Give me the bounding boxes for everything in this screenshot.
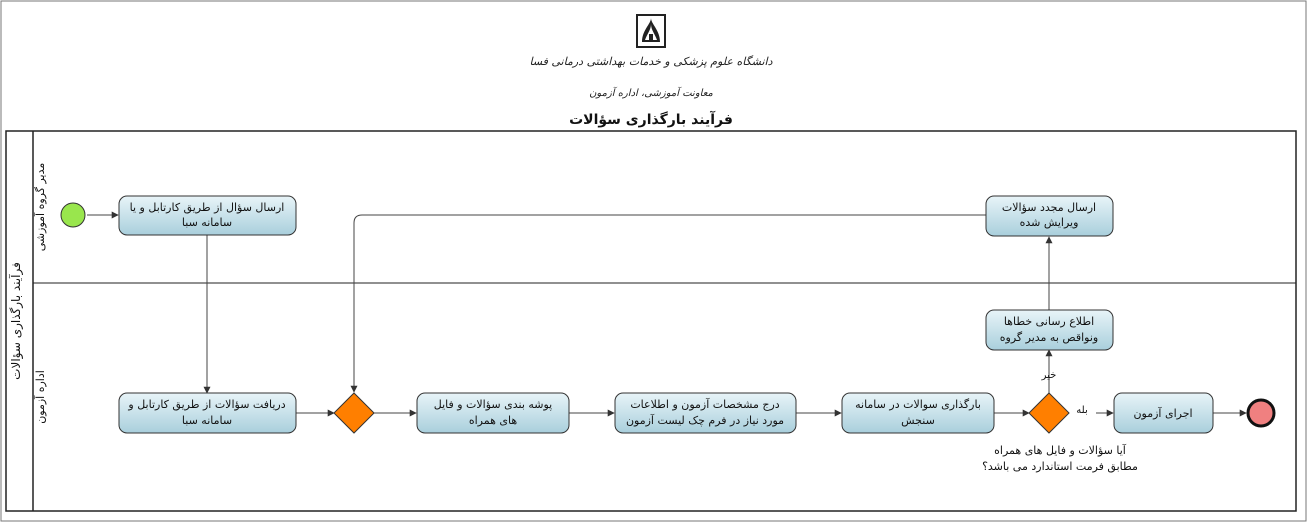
task-enter-specs	[615, 393, 796, 433]
start-event	[61, 203, 85, 227]
outer-frame	[1, 1, 1306, 521]
task-upload-system	[842, 393, 994, 433]
gateway-question-line-2: مطابق فرمت استاندارد می باشد؟	[982, 460, 1138, 473]
task-file-questions	[417, 393, 569, 433]
task-upload-system-line-2: سنجش	[901, 414, 935, 427]
task-send-questions	[119, 196, 296, 235]
task-enter-specs-line-2: مورد نیاز در فرم چک لیست آزمون	[625, 414, 785, 427]
task-enter-specs-line-1: درج مشخصات آزمون و اطلاعات	[630, 398, 780, 411]
task-file-questions-line-2: های همراه	[468, 414, 518, 427]
lane-label-group-manager: مدیر گروه آموزشی	[34, 162, 47, 252]
task-notify-errors	[986, 310, 1113, 350]
gateway-yes-label: بله	[1076, 405, 1088, 416]
org-line-1: دانشگاه علوم پزشکی و خدمات بهداشتی درمانی فسا	[529, 55, 773, 68]
task-send-questions-line-2: سامانه سبا	[181, 216, 233, 229]
task-resend-questions-line-2: ویرایش شده	[1019, 216, 1079, 229]
task-notify-errors-line-2: ونواقص به مدیر گروه	[999, 331, 1099, 344]
page-title: فرآیند بارگذاری سؤالات	[569, 112, 733, 128]
org-line-2: معاونت آموزشی، اداره آزمون	[589, 88, 713, 99]
task-resend-questions	[986, 196, 1113, 236]
task-notify-errors-line-1: اطلاع رسانی خطاها	[1003, 315, 1095, 328]
gateway-no-label: خیر	[1041, 370, 1057, 381]
end-event	[1248, 400, 1274, 426]
task-run-exam	[1114, 393, 1213, 433]
task-run-exam-label: اجرای آزمون	[1133, 407, 1193, 420]
task-file-questions-line-1: پوشه بندی سؤالات و فایل	[433, 398, 553, 411]
task-resend-questions-line-1: ارسال مجدد سؤالات	[1001, 201, 1097, 214]
gateway-question-line-1: آیا سؤالات و فایل های همراه	[994, 444, 1126, 457]
header-logo	[637, 15, 665, 47]
pool-label: فرآیند بارگذاری سؤالات	[9, 262, 23, 380]
task-receive-questions-line-1: دریافت سؤالات از طریق کارتابل و	[128, 398, 286, 411]
task-send-questions-line-1: ارسال سؤال از طریق کارتابل و یا	[129, 201, 285, 214]
task-upload-system-line-1: بارگذاری سوالات در سامانه	[855, 398, 981, 411]
lane-label-exam-office: اداره آزمون	[34, 370, 47, 424]
task-receive-questions	[119, 393, 296, 433]
task-receive-questions-line-2: سامانه سبا	[181, 414, 233, 427]
